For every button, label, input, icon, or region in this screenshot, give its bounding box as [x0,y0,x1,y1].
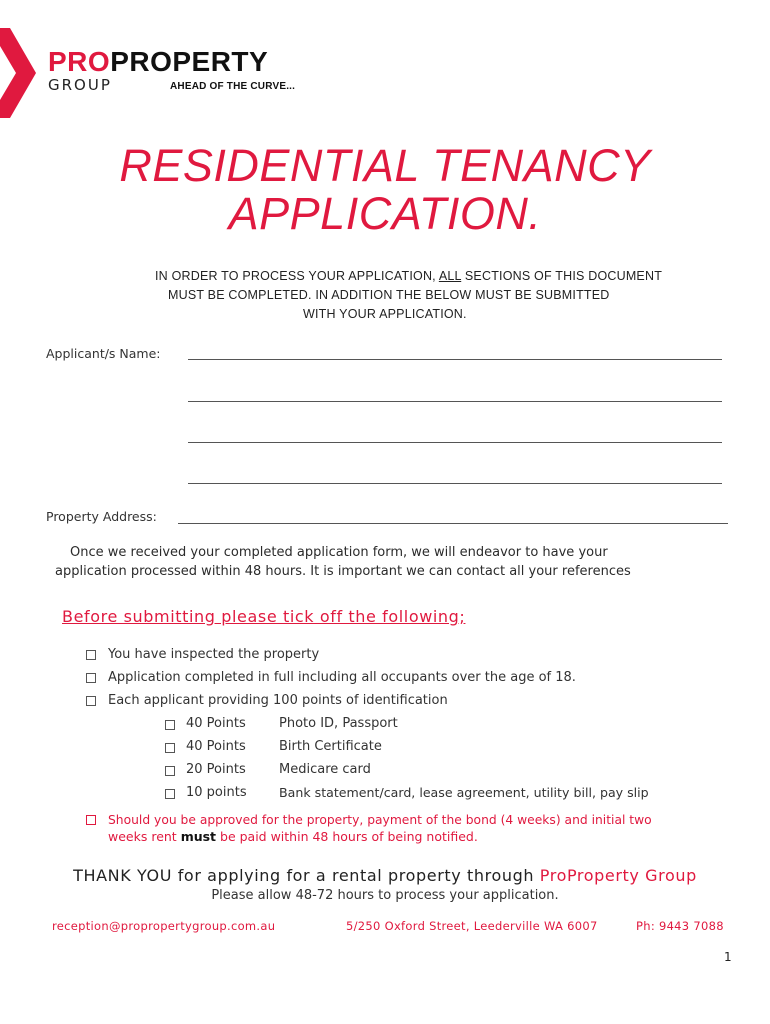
applicant-name-line-3[interactable] [188,442,722,443]
brand-name-pro: PRO [48,46,111,77]
points-doc-medicare: Medicare card [279,762,371,777]
checkbox-bond-payment[interactable] [86,815,96,825]
intro-line1-pre: IN ORDER TO PROCESS YOUR APPLICATION, [155,269,439,283]
checkbox-inspected[interactable] [86,650,96,660]
footer-address: 5/250 Oxford Street, Leederville WA 6007 [346,919,598,933]
page-number: 1 [724,950,732,964]
applicant-name-line-1[interactable] [188,359,722,360]
points-value-bank-statement: 10 points [186,785,247,800]
brand-logo-wordmark [48,46,268,78]
checkbox-points-photo-id[interactable] [165,720,175,730]
checkbox-points-bank-statement[interactable] [165,789,175,799]
applicants-name-label: Applicant/s Name: [46,346,161,361]
applicant-name-line-4[interactable] [188,483,722,484]
checkbox-identification[interactable] [86,696,96,706]
bond-note-line2-post: be paid within 48 hours of being notified. [216,829,478,844]
document-title-line2: APPLICATION. [228,188,542,239]
document-title [0,142,770,238]
intro-all-emphasis: ALL [438,269,462,283]
notice-line1: Once we received your completed application form, we will endeavor to have your [70,545,608,560]
points-value-photo-id: 40 Points [186,716,246,731]
footer-email-link[interactable]: reception@propropertygroup.com.au [52,919,276,933]
checklist-item-application-complete: Application completed in full including all occupants over the age of 18. [108,670,576,685]
points-value-birth-certificate: 40 Points [186,739,246,754]
property-address-label: Property Address: [46,509,157,524]
checkbox-points-medicare[interactable] [165,766,175,776]
brand-chevron-icon [0,28,36,118]
thank-you-brand: ProProperty Group [539,866,697,885]
intro-line1-post: SECTIONS OF THIS DOCUMENT [461,269,663,283]
brand-group-text: GROUP [48,76,112,94]
points-doc-bank-statement: Bank statement/card, lease agreement, utility bill, pay slip [279,785,649,800]
checklist-heading: Before submitting please tick off the following; [62,607,466,626]
bond-note-must: must [180,829,217,844]
property-address-line[interactable] [178,523,728,524]
bond-note-line2 [108,829,478,845]
points-doc-photo-id: Photo ID, Passport [279,716,398,731]
brand-name-property: PROPERTY [110,46,269,77]
points-doc-birth-certificate: Birth Certificate [279,739,382,754]
footer-phone: Ph: 9443 7088 [636,919,724,933]
bond-note-line2-pre: weeks rent [108,829,181,844]
checkbox-application-complete[interactable] [86,673,96,683]
checkbox-points-birth-certificate[interactable] [165,743,175,753]
intro-line3: WITH YOUR APPLICATION. [303,307,467,321]
intro-line1 [155,268,662,284]
document-title-line1: RESIDENTIAL TENANCY [119,140,651,191]
points-value-medicare: 20 Points [186,762,246,777]
applicant-name-line-2[interactable] [188,401,722,402]
thank-you-text: THANK YOU for applying for a rental property through [73,866,540,885]
thank-you-message [0,866,770,886]
checklist-item-identification: Each applicant providing 100 points of identification [108,693,448,708]
brand-tagline: AHEAD OF THE CURVE... [170,81,296,92]
notice-line2: application processed within 48 hours. It is important we can contact all your references [55,564,631,579]
checklist-item-inspected: You have inspected the property [108,647,320,662]
processing-time-note: Please allow 48-72 hours to process your application. [211,888,559,903]
bond-note-line1: Should you be approved for the property, payment of the bond (4 weeks) and initial two [108,813,652,827]
intro-line2: MUST BE COMPLETED. IN ADDITION THE BELOW MUST BE SUBMITTED [168,288,610,302]
